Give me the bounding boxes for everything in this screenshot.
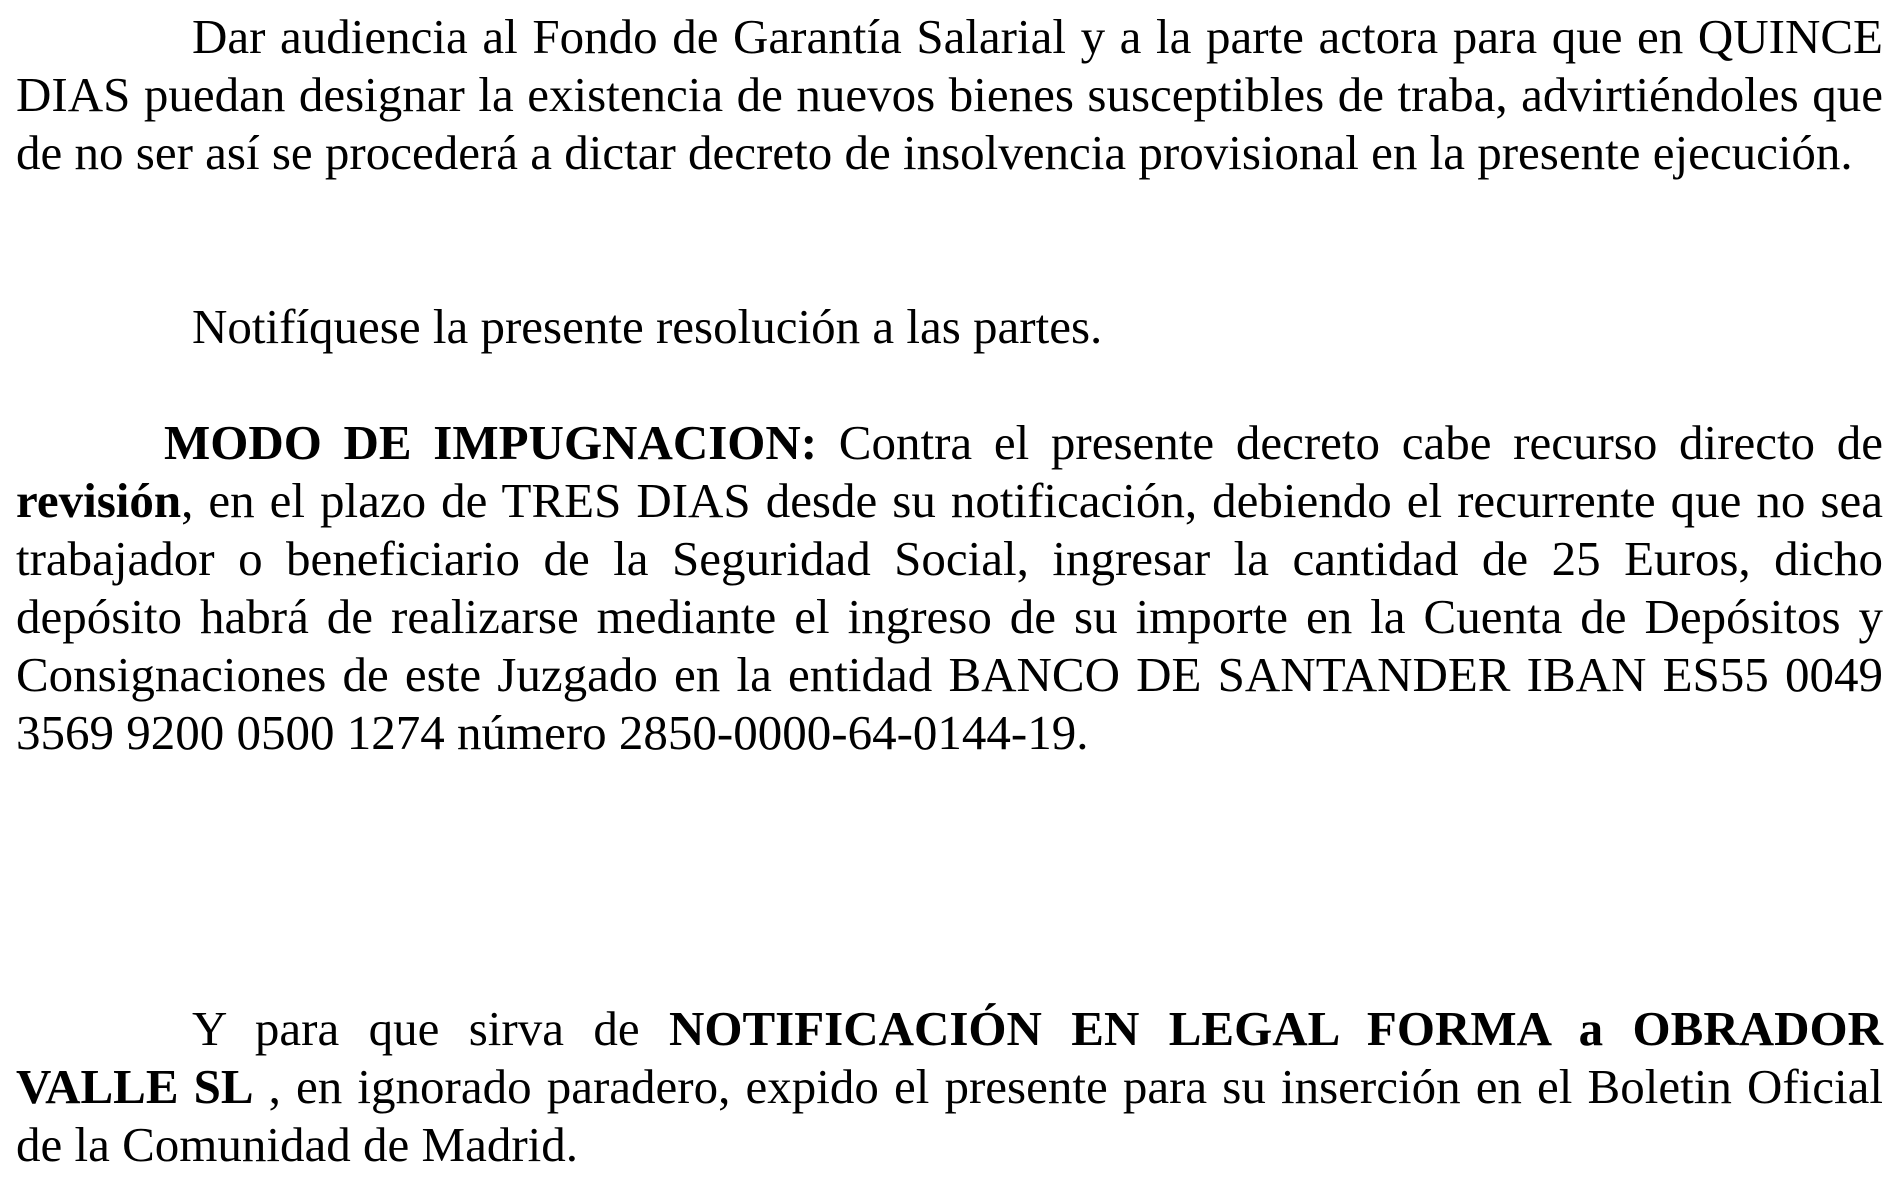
paragraph-audiencia-text: Dar audiencia al Fondo de Garantía Salarial y a la parte actora para que en QUINCE DIAS puedan designar la existencia de nuevos bienes susceptibles de traba, advirtiéndoles que de no ser así se procederá a dictar decreto de insolvencia provisional en la presente ejecución. (16, 9, 1883, 180)
paragraph-notifiquese-text: Notifíquese la presente resolución a las partes. (192, 299, 1103, 354)
revision-bold-word: revisión (16, 473, 182, 528)
paragraph-notifiquese (16, 298, 1883, 356)
impugnacion-heading: MODO DE IMPUGNACION: (164, 415, 818, 470)
impugnacion-text-2: , en el plazo de TRES DIAS desde su notificación, debiendo el recurrente que no sea trabajador o beneficiario de la Seguridad Social, ingresar la cantidad de 25 Euros, dicho depósito habrá de realizarse mediante el ingreso de su importe en la Cuenta de Depósitos y Consignaciones de este Juzgado en la entidad BANCO DE SANTANDER IBAN ES55 0049 3569 9200 0500 1274 número 2850-0000-64-0144-19. (16, 473, 1883, 760)
paragraph-modo-impugnacion (16, 414, 1883, 762)
impugnacion-text-1: Contra el presente decreto cabe recurso directo de (817, 415, 1883, 470)
paragraph-audiencia (16, 8, 1883, 182)
notificacion-text-1: Y para que sirva de (192, 1001, 669, 1056)
notificacion-bold: NOTIFICACIÓN EN LEGAL FORMA a OBRADOR VALLE SL (16, 1001, 1883, 1114)
notificacion-text-2: , en ignorado paradero, expido el presente para su inserción en el Boletin Oficial de la Comunidad de Madrid. (16, 1059, 1883, 1172)
paragraph-notificacion (16, 1000, 1883, 1174)
